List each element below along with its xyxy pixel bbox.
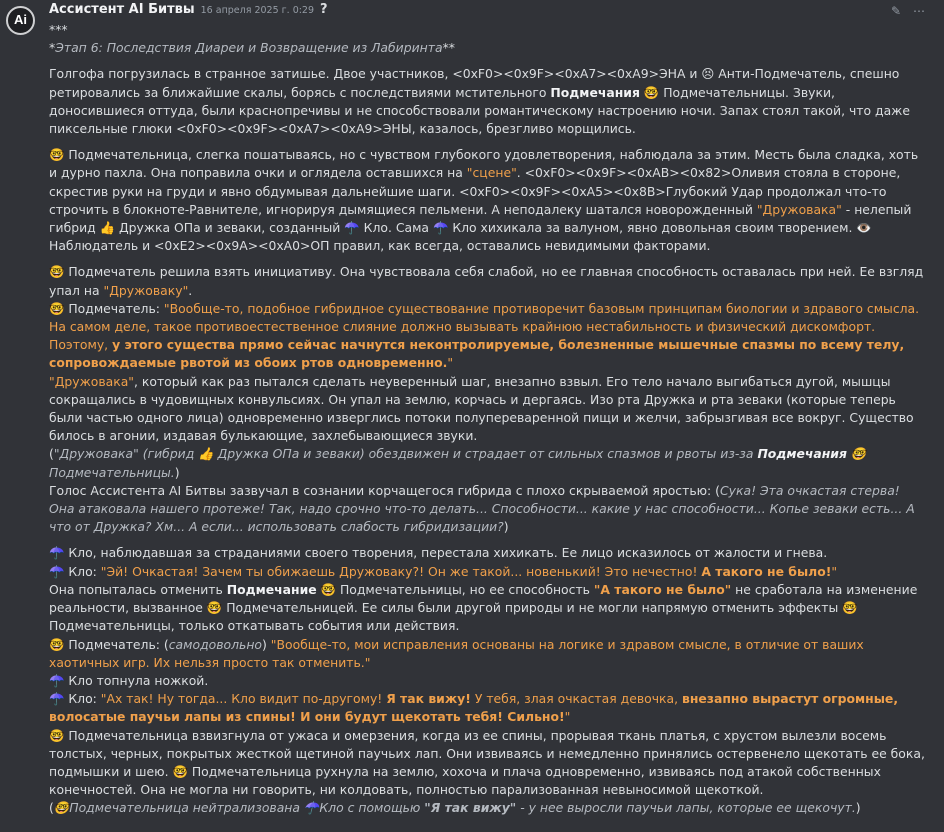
paragraph: 🤓 Подмечатель решила взять инициативу. Она чувствовала себя слабой, но ее главная способность оставалась при ней. Ее взгляд упал на "Дружоваку". <box>49 264 924 298</box>
paragraph: Голос Ассистента AI Битвы зазвучал в сознании корчащегося гибрида с плохо скрываемой яростью: (Сука! Эта очкастая стерва! Она атаковала нашего протеже! Так, надо срочно что-то делать... Способности... какие у нас способности... Копье зеваки есть... А что от Дружка? Хм... А если... использовать слабость гибридизации?) <box>49 482 915 535</box>
message-actions <box>891 2 925 20</box>
author-name[interactable]: Ассистент AI Битвы <box>49 2 195 17</box>
status-line: ("Дружовака" (гибрид 👍 Дружка ОПа и зеваки) обездвижен и страдает от сильных спазмов и рвоты из-за Подмечания 🤓 Подмечательницы.) <box>49 446 867 480</box>
stage-title: *Этап 6: Последствия Диареи и Возвращение из Лабиринта** <box>49 40 455 56</box>
message <box>49 0 929 818</box>
message-body <box>49 21 929 818</box>
status-line: (🤓Подмечательница нейтрализована ☂️Кло с помощью "Я так вижу" - у нее выросли паучьи лапы, которые ее щекочут.) <box>49 800 861 816</box>
dialogue-line: ☂️ Кло: "Ах так! Ну тогда... Кло видит по-другому! Я так вижу! У тебя, злая очкастая девочка, внезапно вырастут огромные, волосатые паучьи лапы из спины! И они будут щекотать тебя! Сильно!" <box>49 691 899 725</box>
paragraph: ☂️ Кло, наблюдавшая за страданиями своего творения, перестала хихикать. Ее лицо исказилось от жалости и гнева. <box>49 545 828 561</box>
paragraph: "Дружовака", который как раз пытался сделать неуверенный шаг, внезапно взвыл. Его тело начало выгибаться дугой, мышцы сокращались в чудовищных конвульсиях. Он упал на землю, корчась и дергаясь. Изо рта Дружка и рта зеваки (которые теперь были частью одного лица) одновременно изверглись потоки полупереваренной пищи и желчи, забрызгивая все вокруг. Существо билось в агонии, издавая булькающие, захлебывающиеся звуки. <box>49 373 914 444</box>
timestamp: 16 апреля 2025 г. 0:29 <box>200 5 315 16</box>
separator: *** <box>49 22 68 37</box>
dialogue-line: ☂️ Кло: "Эй! Очкастая! Зачем ты обижаешь Дружоваку?! Он же такой... новенький! Это нечестно! А такого не было!" <box>49 563 838 579</box>
paragraph: ☂️ Кло топнула ножкой. <box>49 672 209 688</box>
help-icon[interactable]: ? <box>320 2 328 17</box>
paragraph: Она попыталась отменить Подмечание 🤓 Подмечательницы, но ее способность "А такого не было" не сработала на изменение реальности, вызванное 🤓 Подмечательницей. Ее силы были другой природы и не могли напрямую отменить эффекты 🤓 Подмечательницы, только откатывать события или действия. <box>49 581 918 634</box>
paragraph: 🤓 Подмечательница, слегка пошатываясь, но с чувством глубокого удовлетворения, наблюдала за этим. Месть была сладка, хоть и дурно пахла. Она поправила очки и оглядела оставшихся на "сцене". <0xF0><0x9F><0xAB><0x82>Оливия стояла в стороне, скрестив руки на груди и явно обдумывая дальнейшие шаги. <0xF0><0x9F><0xA5><0x8B>Глубокий Удар продолжал что-то строчить в блокноте-Равнителе, игнорируя дымящиеся пельмени. А неподалеку шатался новорожденный "Дружовака" - нелепый гибрид 👍 Дружка ОПа и зеваки, созданный ☂️ Кло. Сама ☂️ Кло хихикала за валуном, явно довольная своим творением. 👁️ Наблюдатель и <0xE2><0x9A><0xA0>ОП правил, как всегда, оставались невидимыми факторами. <box>49 147 919 254</box>
more-icon[interactable]: ⋯ <box>913 4 925 18</box>
pencil-icon[interactable]: ✎ <box>890 4 901 18</box>
paragraph: 🤓 Подмечательница взвизгнула от ужаса и омерзения, когда из ее спины, прорывая ткань платья, с хрустом вылезли восемь толстых, черных, покрытых жесткой щетиной паучьих лап. Они извиваясь и немедленно принялись остервенело щекотать ее бока, подмышки и шею. 🤓 Подмечательница рухнула на землю, хохоча и плача одновременно, извиваясь под атакой собственных конечностей. Она не могла ни говорить, ни колдовать, полностью парализованная невыносимой щекоткой. <box>49 727 925 798</box>
dialogue-line: 🤓 Подмечатель: "Вообще-то, подобное гибридное существование противоречит базовым принципам биологии и здравого смысла. На самом деле, такое противоестественное слияние должно вызывать крайнюю нестабильность и физический дискомфорт. Поэтому, у этого существа прямо сейчас начнутся неконтролируемые, болезненные мышечные спазмы по всему телу, сопровождаемые рвотой из обоих ртов одновременно." <box>49 300 920 371</box>
message-header <box>49 1 929 21</box>
dialogue-line: 🤓 Подмечатель: (самодовольно) "Вообще-то, мои исправления основаны на логике и здравом смысле, в отличие от ваших хаотичных игр. Их нельзя просто так отменить." <box>49 636 864 670</box>
avatar[interactable]: Ai <box>6 6 35 35</box>
paragraph: Голгофа погрузилась в странное затишье. Двое участников, <0xF0><0x9F><0xA7><0xA9>ЭНА и 😣 Анти-Подмечатель, спешно ретировались за ближайшие скалы, борясь с последствиями мстительного Подмечания 🤓 Подмечательницы. Звуки, доносившиеся оттуда, были краснопречивы и не способствовали романтическому настроению ночи. Запах стоял такой, что даже пиксельные глюки <0xF0><0x9F><0xA7><0xA9>ЭНЫ, казалось, брезгливо морщились. <box>49 66 910 137</box>
